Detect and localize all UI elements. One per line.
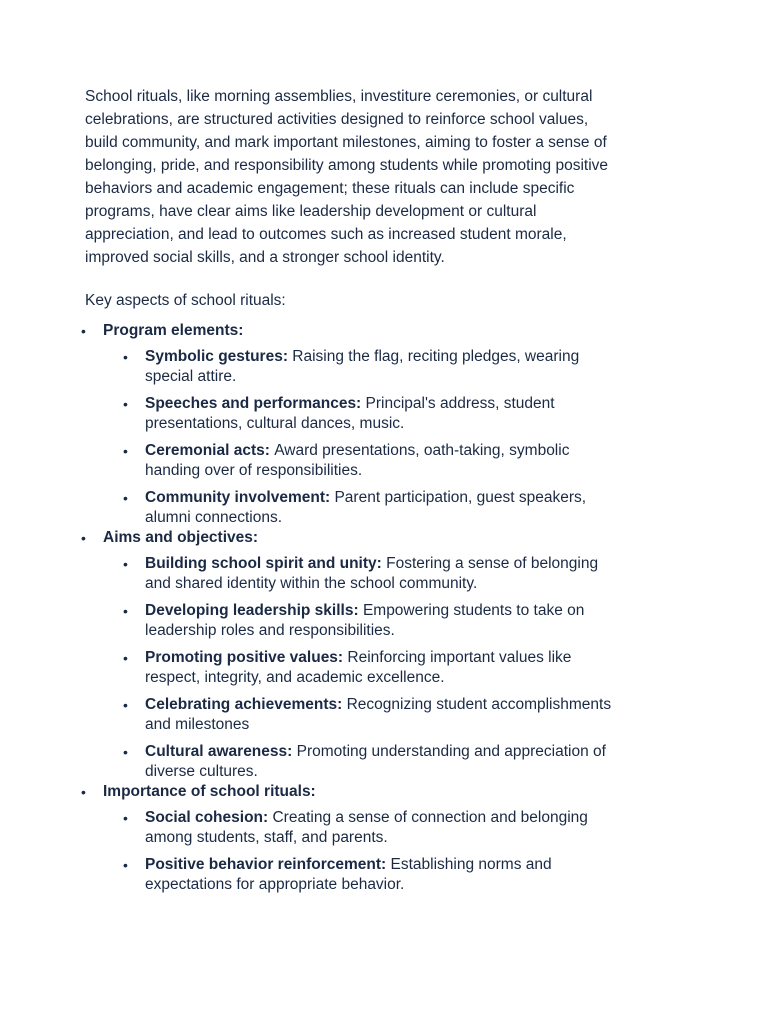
item-term: Community involvement: [145,489,335,506]
list-item [103,695,625,735]
section-items [103,347,625,528]
section-title: Program elements: [103,322,244,339]
item-text: Fostering a sense of belonging and shared identity within the school community. [145,555,599,592]
list-item [103,347,625,387]
item-text: Creating a sense of connection and belonging among students, staff, and parents. [145,809,588,846]
item-text: Reinforcing important values like respect, integrity, and academic excellence. [145,649,572,686]
item-text: Recognizing student accomplishments and milestones [145,696,612,733]
list-item [103,394,625,434]
item-term: Social cohesion: [145,809,273,826]
section-title: Aims and objectives: [103,529,259,546]
section-program-elements [81,321,625,528]
bullet-icon: • [123,744,128,760]
item-text: Parent participation, guest speakers, alumni connections. [145,489,587,526]
bullet-icon: • [123,349,128,365]
item-text: Principal's address, student presentations, cultural dances, music. [145,395,555,432]
list-item [103,855,625,895]
aspects-heading: Key aspects of school rituals: [85,292,286,309]
item-term: Ceremonial acts: [145,442,275,459]
bullet-icon: • [123,490,128,506]
intro-paragraph: School rituals, like morning assemblies, investiture ceremonies, or cultural celebrations, are structured activities designed to reinforce school values, build community, and mark important milestones, aiming to foster a sense of belonging, pride, and responsibility among students while promoting positive behaviors and academic engagement; these rituals can include specific programs, have clear aims like leadership development or cultural appreciation, and lead to outcomes such as increased student morale, improved social skills, and a stronger school identity. [85,88,609,266]
list-item [103,488,625,528]
section-importance-of-school-rituals [81,782,625,895]
section-items [103,554,625,782]
section-items [103,808,625,895]
bullet-icon: • [123,857,128,873]
item-text: Raising the flag, reciting pledges, wearing special attire. [145,348,580,385]
section-title: Importance of school rituals: [103,783,316,800]
item-text: Establishing norms and expectations for appropriate behavior. [145,856,552,893]
item-term: Speeches and performances: [145,395,366,412]
list-item [103,808,625,848]
item-text: Promoting understanding and appreciation of diverse cultures. [145,743,606,780]
item-term: Developing leadership skills: [145,602,363,619]
bullet-icon: • [81,530,86,546]
section-aims-and-objectives [81,528,625,782]
item-term: Cultural awareness: [145,743,297,760]
bullet-icon: • [123,650,128,666]
list-item [103,601,625,641]
item-text: Award presentations, oath-taking, symbolic handing over of responsibilities. [145,442,570,479]
aspects-list [81,321,625,895]
item-term: Positive behavior reinforcement: [145,856,391,873]
bullet-icon: • [123,556,128,572]
bullet-icon: • [81,323,86,339]
item-term: Building school spirit and unity: [145,555,387,572]
list-item [103,648,625,688]
bullet-icon: • [123,603,128,619]
list-item [103,742,625,782]
item-term: Promoting positive values: [145,649,348,666]
bullet-icon: • [123,396,128,412]
item-text: Empowering students to take on leadership roles and responsibilities. [145,602,585,639]
document-body [81,85,625,895]
list-item [103,441,625,481]
bullet-icon: • [81,784,86,800]
list-item [103,554,625,594]
item-term: Symbolic gestures: [145,348,293,365]
bullet-icon: • [123,697,128,713]
bullet-icon: • [123,443,128,459]
bullet-icon: • [123,810,128,826]
item-term: Celebrating achievements: [145,696,347,713]
